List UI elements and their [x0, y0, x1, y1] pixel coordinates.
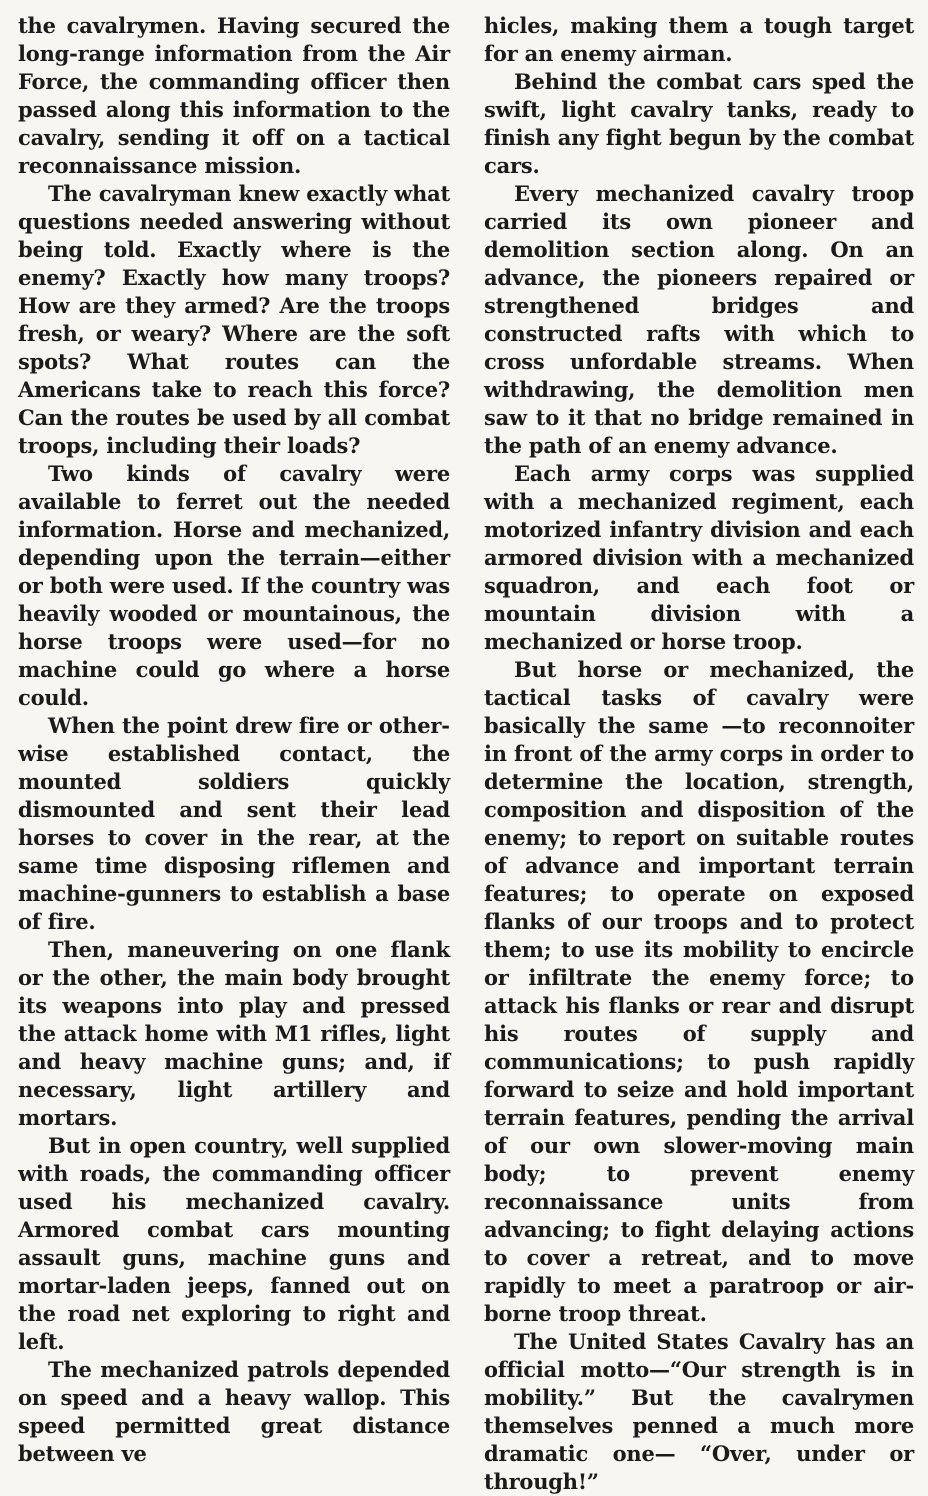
- paragraph-continuation: hicles, making them a tough target for an enemy airman.: [484, 13, 914, 66]
- paragraph: Behind the combat cars sped the swift, light cavalry tanks, ready to finish any fight begun by the combat cars.: [484, 69, 914, 178]
- paragraph: Then, maneuvering on one flank or the other, the main body brought its weapons into play and pressed the attack home with M1 rifles, light and heavy machine guns; and, if necessary, light artillery and mortars.: [18, 937, 450, 1130]
- paragraph-continuation: the cavalrymen. Having secured the long-range information from the Air Force, the commanding officer then passed along this information to the cavalry, sending it off on a tactical reconnaissance mission.: [18, 13, 450, 178]
- paragraph: The mechanized patrols depended on speed and a heavy wallop. This speed permitted great distance between ve: [18, 1357, 450, 1466]
- paragraph: When the point drew fire or otherwise established contact, the mounted soldiers quickly dismounted and sent their lead horses to cover in the rear, at the same time disposing riflemen and machine-gunners to establish a base of fire.: [18, 713, 450, 934]
- paragraph: Every mechanized cavalry troop carried its own pioneer and demolition section along. On an advance, the pioneers repaired or strengthened bridges and constructed rafts with which to cross unfordable streams. When withdrawing, the demolition men saw to it that no bridge remained in the path of an enemy advance.: [484, 181, 914, 458]
- paragraph: But horse or mechanized, the tactical tasks of cavalry were basically the same —to reconnoiter in front of the army corps in order to determine the location, strength, composition and disposition of the enemy; to report on suitable routes of advance and important terrain features; to operate on exposed flanks of our troops and to protect them; to use its mobility to encircle or infiltrate the enemy force; to attack his flanks or rear and disrupt his routes of supply and communications; to push rapidly forward to seize and hold important terrain features, pending the arrival of our own slower-moving main body; to prevent enemy reconnaissance units from advancing; to fight delaying actions to cover a retreat, and to move rapidly to meet a paratroop or air-borne troop threat.: [484, 657, 914, 1326]
- paragraph: Two kinds of cavalry were available to ferret out the needed information. Horse and mechanized, depending upon the terrain—either or both were used. If the country was heavily wooded or mountainous, the horse troops were used—for no machine could go where a horse could.: [18, 461, 450, 710]
- right-column: [484, 12, 914, 1494]
- paragraph: The cavalryman knew exactly what questions needed answering without being told. Exactly where is the enemy? Exactly how many troops? How are they armed? Are the troops fresh, or weary? Where are the soft spots? What routes can the Americans take to reach this force? Can the routes be used by all combat troops, including their loads?: [18, 181, 450, 458]
- left-column: [18, 12, 450, 1466]
- paragraph-motto: The United States Cavalry has an official motto—“Our strength is in mobility.” But the cavalrymen themselves penned a much more dramatic one— “Over, under or through!”: [484, 1329, 914, 1494]
- paragraph: Each army corps was supplied with a mechanized regiment, each motorized infantry division and each armored division with a mechanized squadron, and each foot or mountain division with a mechanized or horse troop.: [484, 461, 914, 654]
- paragraph: But in open country, well supplied with roads, the commanding officer used his mechanized cavalry. Armored combat cars mounting assault guns, machine guns and mortar-laden jeeps, fanned out on the road net exploring to right and left.: [18, 1133, 450, 1354]
